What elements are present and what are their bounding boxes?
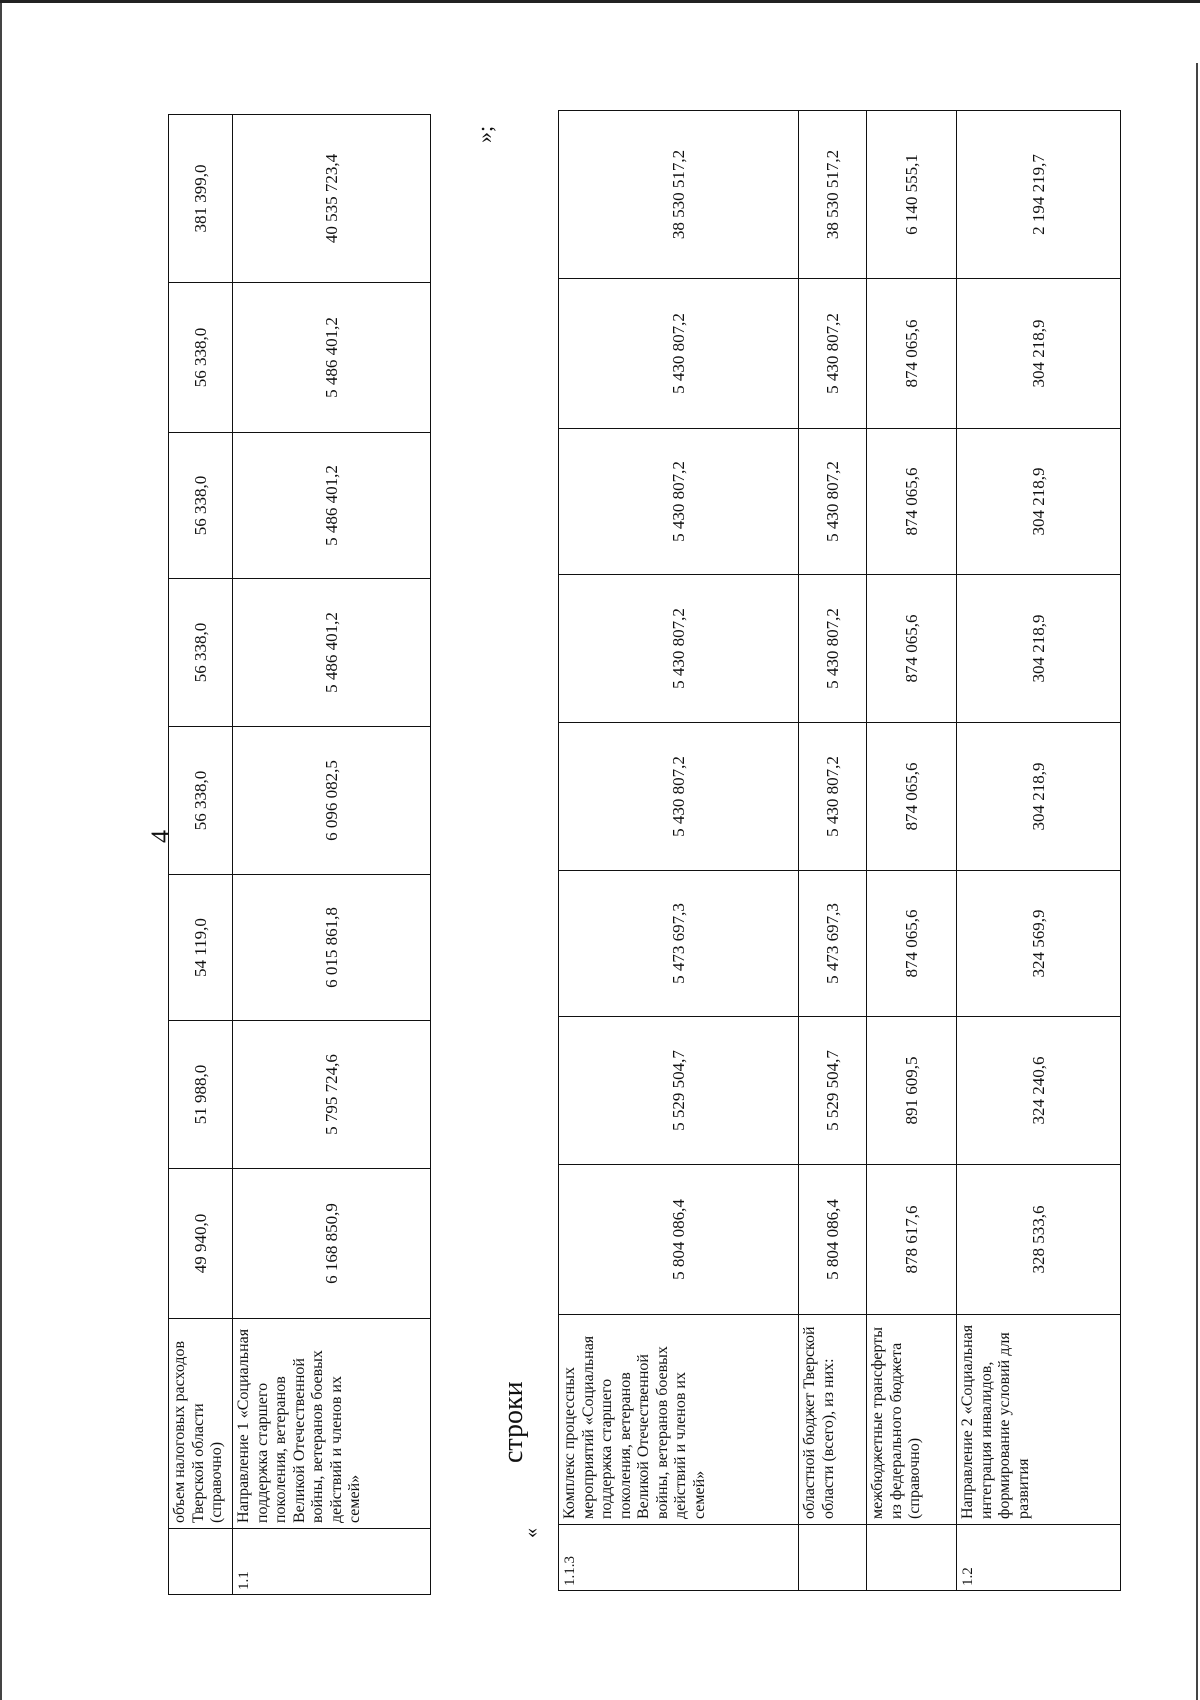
value-cell: 6 096 082,5 [233, 727, 431, 875]
value-cell: 54 119,0 [169, 875, 233, 1021]
value-cell: 874 065,6 [867, 279, 957, 429]
page-number: 4 [146, 830, 175, 843]
table-row [867, 111, 957, 1591]
value-cell: 304 218,9 [957, 723, 1121, 871]
row-number-cell: 1.1.3 [559, 1525, 799, 1591]
value-cell: 874 065,6 [867, 429, 957, 575]
row-number-cell: 1.2 [957, 1525, 1121, 1591]
value-cell: 5 529 504,7 [799, 1017, 867, 1165]
row-description-cell: Комплекс процессных мероприятий «Социальная поддержка старшего поколения, ветеранов Великой Отечественной войны, ветеранов боевых действий и членов их семей» [559, 1315, 799, 1525]
table-row [559, 111, 799, 1591]
value-cell: 304 218,9 [957, 429, 1121, 575]
row-description-cell: межбюджетные трансферты из федерального бюджета (справочно) [867, 1315, 957, 1525]
value-cell: 5 430 807,2 [799, 429, 867, 575]
table-2-wrapper [558, 110, 1121, 1591]
close-quote: »; [472, 125, 497, 143]
value-cell: 5 473 697,3 [559, 871, 799, 1017]
value-cell: 38 530 517,2 [799, 111, 867, 279]
value-cell: 878 617,6 [867, 1165, 957, 1315]
row-description-cell: областной бюджет Тверской области (всего), из них: [799, 1315, 867, 1525]
value-cell: 6 168 850,9 [233, 1169, 431, 1319]
value-cell: 56 338,0 [169, 433, 233, 579]
value-cell: 5 804 086,4 [559, 1165, 799, 1315]
value-cell: 874 065,6 [867, 723, 957, 871]
value-cell: 5 430 807,2 [559, 723, 799, 871]
value-cell: 5 486 401,2 [233, 283, 431, 433]
row-number-cell [169, 1529, 233, 1595]
value-cell: 5 486 401,2 [233, 433, 431, 579]
label-stroki: строки [498, 1381, 529, 1463]
value-cell: 56 338,0 [169, 579, 233, 727]
budget-table-bottom [558, 110, 1121, 1591]
value-cell: 2 194 219,7 [957, 111, 1121, 279]
table-row [169, 115, 233, 1595]
row-description-cell: Направление 1 «Социальная поддержка старшего поколения, ветеранов Великой Отечественной войны, ветеранов боевых действий и членов их семей» [233, 1319, 431, 1529]
value-cell: 49 940,0 [169, 1169, 233, 1319]
value-cell: 6 140 555,1 [867, 111, 957, 279]
value-cell: 328 533,6 [957, 1165, 1121, 1315]
value-cell: 891 609,5 [867, 1017, 957, 1165]
value-cell: 5 430 807,2 [559, 279, 799, 429]
row-number-cell [867, 1525, 957, 1591]
value-cell: 51 988,0 [169, 1021, 233, 1169]
table-row [799, 111, 867, 1591]
open-quote: « [520, 1528, 542, 1538]
value-cell: 5 529 504,7 [559, 1017, 799, 1165]
value-cell: 5 473 697,3 [799, 871, 867, 1017]
value-cell: 5 430 807,2 [559, 429, 799, 575]
value-cell: 5 795 724,6 [233, 1021, 431, 1169]
value-cell: 324 240,6 [957, 1017, 1121, 1165]
value-cell: 304 218,9 [957, 279, 1121, 429]
table-row [957, 111, 1121, 1591]
left-edge-line [0, 3, 2, 1700]
value-cell: 5 430 807,2 [799, 723, 867, 871]
row-description-cell: Направление 2 «Социальная интеграция инвалидов, формирование условий для развития [957, 1315, 1121, 1525]
value-cell: 38 530 517,2 [559, 111, 799, 279]
value-cell: 56 338,0 [169, 727, 233, 875]
value-cell: 5 486 401,2 [233, 579, 431, 727]
value-cell: 56 338,0 [169, 283, 233, 433]
right-edge-line [1196, 63, 1198, 1700]
value-cell: 5 430 807,2 [799, 575, 867, 723]
row-number-cell: 1.1 [233, 1529, 431, 1595]
budget-table-top [168, 114, 431, 1595]
value-cell: 381 399,0 [169, 115, 233, 283]
value-cell: 6 015 861,8 [233, 875, 431, 1021]
value-cell: 324 569,9 [957, 871, 1121, 1017]
value-cell: 304 218,9 [957, 575, 1121, 723]
value-cell: 40 535 723,4 [233, 115, 431, 283]
row-description-cell: объем налоговых расходов Тверской области (справочно) [169, 1319, 233, 1529]
value-cell: 5 430 807,2 [799, 279, 867, 429]
table-row [233, 115, 431, 1595]
value-cell: 5 430 807,2 [559, 575, 799, 723]
row-number-cell [799, 1525, 867, 1591]
value-cell: 874 065,6 [867, 871, 957, 1017]
table-1-wrapper [168, 114, 431, 1595]
value-cell: 874 065,6 [867, 575, 957, 723]
value-cell: 5 804 086,4 [799, 1165, 867, 1315]
